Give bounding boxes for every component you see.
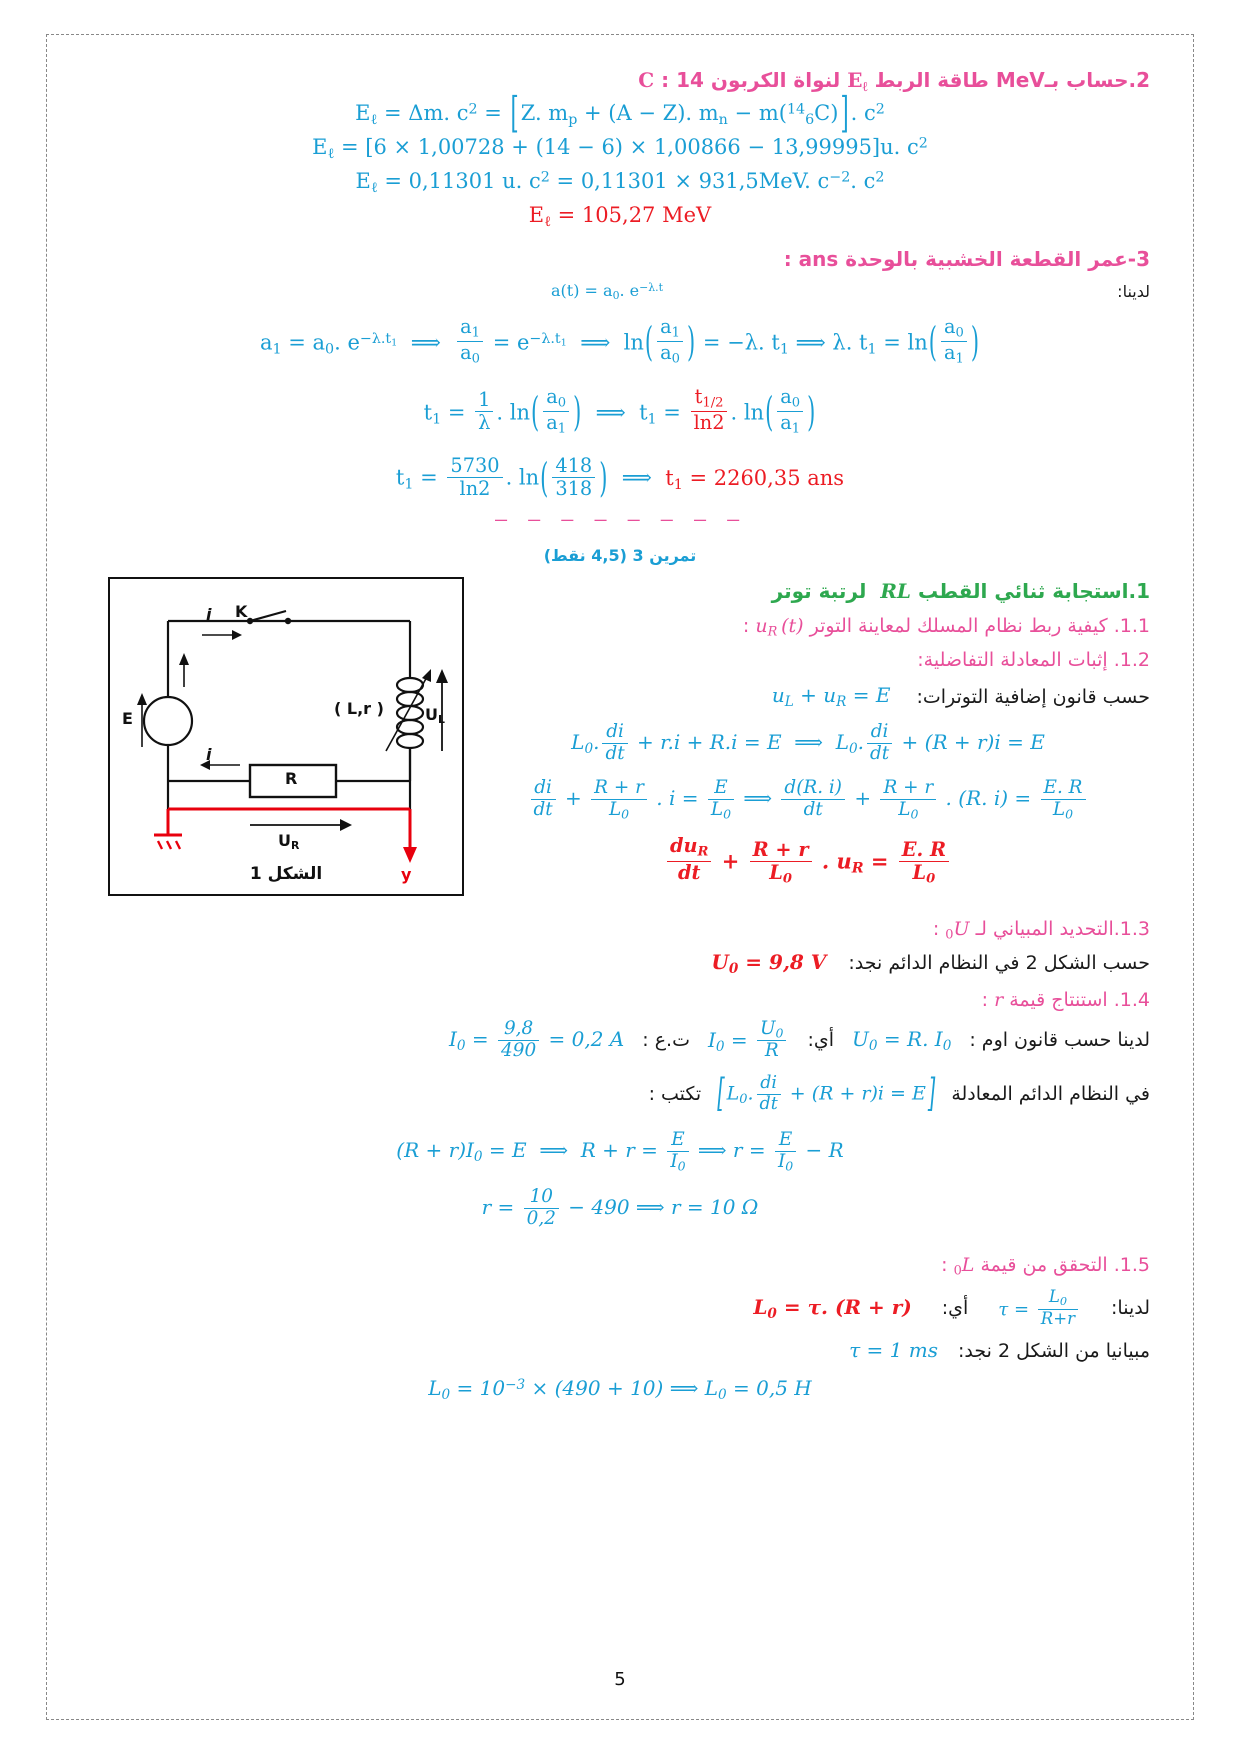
- label-ladayna: لدينا:: [1117, 281, 1150, 301]
- q14-eq3: $I_0$ = $\frac{9,8}{490}$ = 0,2 A: [449, 1018, 625, 1061]
- section-divider: − − − − − − − −: [493, 505, 747, 535]
- section2-eq2: $E_\ell = [6 \times 1,00728 + (14 - 6) \times 1,00866 - 13,99995]u$. $c^2$: [312, 134, 928, 162]
- deq-line3: $\frac{du_R}{dt}$ + $\frac{R + r}{L_0}$ . $u_R$ = $\frac{E. R}{L_0}$: [466, 835, 1150, 887]
- q12-heading: 1.2. إثبات المعادلة التفاضلية:: [917, 649, 1150, 672]
- q15-ladayna: لدينا:: [1111, 1297, 1150, 1320]
- exercise3-title-text: تمرين 3 (4,5 نقط): [543, 545, 697, 565]
- q14-heading: 1.4. استنتاج قيمة r :: [981, 988, 1150, 1011]
- section3-heading: [90, 247, 1150, 271]
- q13-heading: 1.3.التحديد المبياني لـ $U_0$ :: [932, 917, 1150, 943]
- q14-eq1: $U_0 = R$. $I_0$: [852, 1027, 952, 1054]
- q14-eq4: $(R + r)I_0 = E$ ⟹ R + r = $\frac{E}{I_0}$ ⟹ r = $\frac{E}{I_0}$ − R: [396, 1129, 844, 1174]
- section2-heading: [90, 68, 1150, 95]
- label-UL: $U_L$: [425, 704, 445, 726]
- label-source-E: E: [122, 708, 133, 728]
- q15-eq1: τ = $\frac{L_0}{R+r}$: [998, 1288, 1081, 1328]
- q15-row1: [90, 1288, 1150, 1328]
- q14-ay: أي:: [807, 1029, 835, 1052]
- section3-eq-a1: $a_1 = a_0$. $e^{-\lambda.t_1}$ ⟹ $\frac{a_1}{a_0}$ = $e^{-\lambda.t_1}$ ⟹ ln( $\frac{a_1}{a_0}$ ) = −λ. $t_1$ ⟹ λ. $t_1 = \ln$( $\frac{a_0}{a_1}$ ): [259, 314, 980, 367]
- q14-text2: في النظام الدائم المعادلة: [951, 1083, 1150, 1106]
- q13-value: $U_0 = 9,8$ V: [711, 950, 827, 977]
- label-node-y: y: [401, 864, 412, 884]
- figure-1: [108, 577, 464, 896]
- q1-heading: 1.استجابة ثنائي القطب RL لرتبة توتر: [771, 578, 1150, 603]
- exercise3-questions: [466, 573, 1150, 894]
- law-label: حسب قانون إضافية التوترات:: [916, 685, 1150, 708]
- circuit-diagram: [108, 577, 464, 896]
- section3-heading-text: 3-عمر القطعة الخشبية بالوحدة ans :: [783, 246, 1150, 271]
- figure-and-text-block: [90, 573, 1150, 902]
- q15-tau: τ = 1 ms: [849, 1338, 938, 1363]
- section2-eq1: $E_\ell = \Delta m$. $c^2 = [Z$. $m_p + (A - Z)$. $m_n - m(^{14}_6C)$]. $c^2$: [355, 88, 885, 137]
- q14-row2: [90, 1071, 1150, 1116]
- label-current-top: i: [206, 604, 212, 624]
- figure-caption: الشكل 1: [249, 863, 323, 884]
- q15-eq2: $L_0 = \tau$. (R + r): [753, 1294, 912, 1322]
- q15-text: مبيانيا من الشكل 2 نجد:: [958, 1340, 1150, 1363]
- label-current-bottom: i: [206, 744, 212, 764]
- q15-ay: أي:: [941, 1297, 969, 1320]
- page-number: 5: [614, 1669, 626, 1690]
- label-coil: ( L,r ): [334, 698, 384, 718]
- q14-text2b: تكتب :: [648, 1083, 702, 1106]
- label-UR: $U_R$: [278, 830, 300, 852]
- q14-row1: [90, 1019, 1150, 1062]
- deq-line2: $\frac{di}{dt}$ + $\frac{R + r}{L_0}$ . i = $\frac{E}{L_0}$ ⟹ $\frac{d(R. i)}{dt}$ + $\frac{R + r}{L_0}$ . (R. i) = $\frac{E. R}{L_0}$: [466, 778, 1150, 821]
- q14-tp: ت.ع :: [642, 1029, 690, 1052]
- q14-eq2: $I_0$ = $\frac{U_0}{R}$: [708, 1019, 790, 1062]
- q13-text: حسب الشكل 2 في النظام الدائم نجد:: [848, 952, 1150, 975]
- q12-law-row: [466, 683, 1150, 710]
- q14-eq5: r = $\frac{10}{0,2}$ − 490 ⟹ r = 10 Ω: [481, 1186, 759, 1229]
- section2-eq4: $E_\ell = 105,27$ MeV: [528, 202, 712, 230]
- deq-line1: $L_0$. $\frac{di}{dt}$ + r.i + R.i = E ⟹ $L_0$. $\frac{di}{dt}$ + (R + r)i = E: [571, 720, 1045, 764]
- section3-eq-at: $a(t) = a_0$. $e^{-\lambda.t}$: [551, 280, 663, 302]
- q13-row: [90, 950, 1150, 977]
- section3-eq-t1-num: $t_1$ = $\frac{5730}{\ln 2}$ . ln( $\frac{418}{318}$ ) ⟹ $t_1 = 2260,35$ ans: [395, 454, 845, 501]
- label-switch-K: K: [235, 601, 248, 621]
- section2-eq3: $E_\ell = 0,11301$ u. $c^2 = 0,11301 \times 931,5MeV$. $c^{-2}$. $c^2$: [355, 168, 885, 196]
- section3-eq-t1: $t_1$ = $\frac{1}{\lambda}$ . ln( $\frac{a_0}{a_1}$ ) ⟹ $t_1$ = $\frac{t_{1/2}}{\ln 2}$ . ln( $\frac{a_0}{a_1}$ ): [423, 384, 816, 437]
- q15-eq3: $L_0 = 10^{-3} \times (490 + 10)$ ⟹ $L_0 = 0,5$ H: [428, 1376, 812, 1404]
- law-equation: $u_L + u_R = E$: [771, 683, 891, 710]
- section3-row-at: [90, 281, 1150, 302]
- q11-heading: 1.1. كيفية ربط نظام المسلك لمعاينة التوتر $u_R$ (t) :: [742, 614, 1150, 640]
- q15-row2: [90, 1338, 1150, 1362]
- label-resistor-R: R: [285, 768, 298, 788]
- section2-heading-text: 2.حساب بـMeV طاقة الربط $E_\ell$ لنواة الكربون 14 : C: [638, 68, 1150, 95]
- page-content: [66, 54, 1174, 1700]
- q14-text: لدينا حسب قانون اوم :: [969, 1029, 1150, 1052]
- q14-eqbox: [ $L_0$. $\frac{di}{dt}$ + (R + r)i = E ]: [717, 1071, 936, 1116]
- exercise3-title: [90, 546, 1150, 565]
- q15-heading: 1.5. التحقق من قيمة $L_0$ :: [941, 1253, 1150, 1279]
